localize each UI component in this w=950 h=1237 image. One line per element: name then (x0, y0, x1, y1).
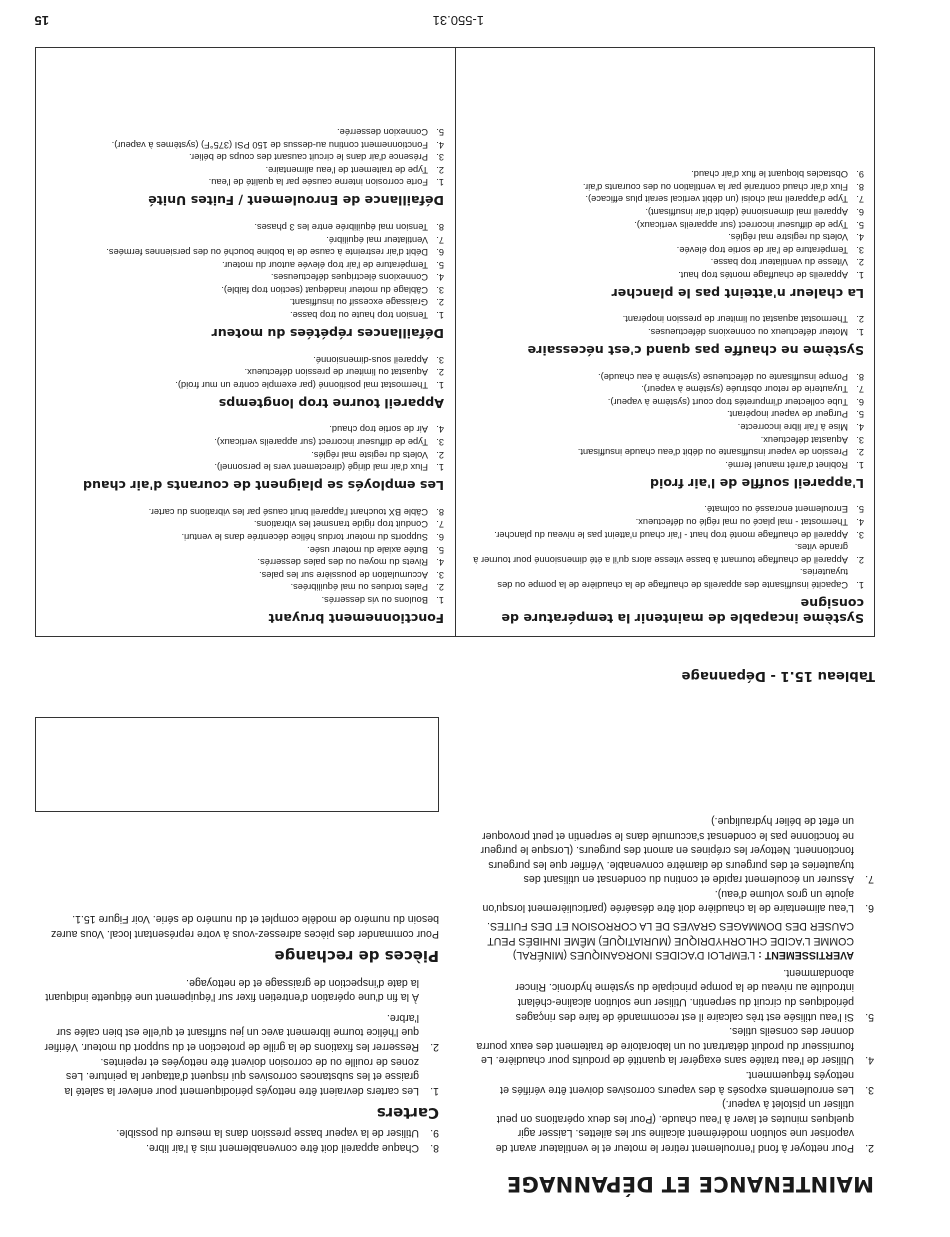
cause-item (44, 518, 444, 531)
item-number: 3. (865, 1083, 874, 1096)
list-item (474, 965, 874, 1023)
right-column (35, 912, 439, 1155)
item-text: Utiliser de l'eau traitée sans exagérer la quantité de produits pour chaudière. Le fournisseur du produit détartrant ou un laboratoire de traitement des eaux pourra donner des conseils utiles. (476, 1025, 854, 1067)
table-section (466, 370, 864, 491)
list-item (474, 1024, 874, 1068)
list-item (474, 1097, 874, 1155)
item-text: Pression de vapeur insuffisante ou débit d'eau chaude insuffisant. (577, 447, 848, 458)
cause-item (466, 268, 864, 281)
maintenance-list-c (35, 1126, 439, 1155)
item-number: 2. (436, 449, 444, 460)
item-text: Tube collecteur d'impuretés trop court (système à vapeur). (607, 396, 848, 407)
item-text: Type de diffuseur incorrect (sur appareils verticaux). (634, 219, 848, 230)
figure-placeholder-box (35, 717, 439, 812)
item-number: 7. (436, 234, 444, 245)
item-text: Aquastat défectueux. (760, 434, 848, 445)
cause-item (44, 271, 444, 284)
item-text: Thermostat mal positionné (par exemple contre un mur froid). (175, 379, 428, 390)
item-text: Robinet d'arrêt manuel fermé. (725, 459, 848, 470)
item-number: 9. (430, 1127, 439, 1140)
doc-number: 1-550.31 (432, 13, 484, 28)
table-section (44, 505, 444, 626)
item-text: Tension trop haute ou trop basse. (290, 310, 428, 321)
item-number: 4. (865, 1054, 874, 1067)
cause-item (44, 505, 444, 518)
cause-item (44, 353, 444, 366)
item-number: 7. (856, 384, 864, 395)
item-text: L'eau alimentaire de la chaudière doit être désaérée (particulièrement lorsqu'on ajoute un gros volume d'eau). (482, 887, 854, 915)
item-text: Thermostat aquastat ou limiteur de pression inopérant. (622, 314, 848, 325)
table-section (44, 220, 444, 341)
item-text: Température de l'air de sortie trop élevée. (676, 244, 848, 255)
cause-item (466, 243, 864, 256)
item-number: 8. (430, 1142, 439, 1154)
cause-item (466, 446, 864, 459)
section-heading: Les employés se plaignent de courants d'air chaud (83, 478, 444, 494)
cause-item (44, 296, 444, 309)
item-number: 2. (430, 1041, 439, 1054)
cause-item (44, 448, 444, 461)
cause-item (466, 395, 864, 408)
item-text: Type de diffuseur incorrect (sur appareils verticaux). (214, 437, 428, 448)
item-number: 2. (856, 314, 864, 325)
cause-item (466, 205, 864, 218)
cause-item (466, 515, 864, 528)
item-number: 5. (436, 126, 444, 137)
item-number: 4. (856, 232, 864, 243)
item-text: Enroulement encrassé ou colmaté. (704, 504, 848, 515)
cause-list (44, 353, 444, 391)
item-text: Présence d'air dans le circuit causant des coups de bélier. (189, 152, 428, 163)
cause-list (44, 423, 444, 473)
carters-heading: Carters (376, 1103, 439, 1122)
item-text: Volets du registre mal réglés. (728, 232, 848, 243)
item-text: Type d'appareil mal choisi (un débit vertical serait plus efficace). (585, 194, 848, 205)
cause-item (44, 151, 444, 164)
cause-list (466, 370, 864, 471)
item-text: Utiliser de la vapeur basse pression dans la mesure du possible. (116, 1127, 419, 1140)
table-section (466, 168, 864, 301)
cause-item (466, 180, 864, 193)
item-number: 3. (436, 354, 444, 365)
item-text: Obstacles bloquant le flux d'air chaud. (691, 169, 848, 180)
item-number: 2. (436, 367, 444, 378)
item-number: 5. (856, 504, 864, 515)
item-number: 3. (856, 244, 864, 255)
cause-item (44, 461, 444, 474)
item-text: Appareil de chauffage monté trop haut - l'air chaud n'atteint pas le niveau du plancher. (494, 529, 848, 540)
cause-item (466, 231, 864, 244)
item-text: Câble BX touchant l'appareil bruit causé par les vibrations du carter. (148, 506, 428, 517)
item-text: Graissage excessif ou insuffisant. (289, 297, 428, 308)
pieces-heading: Pièces de rechange (274, 947, 439, 966)
item-text: Flux d'air chaud contrarié par la ventilation ou des courants d'air. (582, 181, 848, 192)
item-text: Tuyauterie de retour obstruée (système à vapeur). (641, 384, 848, 395)
item-number: 4. (436, 424, 444, 435)
item-text: Les carters devraient être nettoyés périodiquement pour enlever la saleté la graisse et les substances corrosives qui risquent d'attaquer la peinture. Les zones de rouille ou de corrosion doivent être nettoyées et repeintes. (64, 1055, 419, 1097)
item-number: 6. (865, 902, 874, 915)
item-text: Mise à l'air libre incorrecte. (737, 422, 848, 433)
item-text: Câblage du moteur inadéquat (section trop faible). (221, 284, 428, 295)
item-text: Tension mal équilibrée entre les 3 phases. (254, 221, 428, 232)
item-number: 3. (436, 437, 444, 448)
list-item (35, 1126, 439, 1141)
item-number: 8. (856, 371, 864, 382)
table-section (44, 423, 444, 493)
cause-item (44, 283, 444, 296)
item-text: Les enroulements exposés à des vapeurs corrosives doivent être vérifiés et nettoyés fréquemment. (500, 1069, 854, 1096)
item-number: 5. (436, 259, 444, 270)
cause-item (466, 541, 864, 566)
cause-item (466, 408, 864, 421)
item-text: Accumulation de poussière sur les pales. (259, 569, 428, 580)
item-number: 5. (856, 409, 864, 420)
section-heading: L'appareil souffle de l'air froid (650, 475, 864, 491)
cause-item (466, 218, 864, 231)
cause-item (466, 383, 864, 396)
item-text: Thermostat - mal placé ou mal réglé ou défectueux. (635, 517, 848, 528)
cause-list (44, 220, 444, 321)
section-heading: Système incapable de maintenir la température de consigne (501, 596, 864, 626)
cause-item (466, 528, 864, 541)
item-number: 7. (865, 873, 874, 886)
item-number: 7. (436, 519, 444, 530)
item-text: Flux d'air mal dirigé (directement vers le personnel). (214, 462, 428, 473)
cause-item (44, 220, 444, 233)
item-number: 1. (856, 327, 864, 338)
item-text: Pales tordues ou mal équilibrées. (290, 582, 428, 593)
item-number: 8. (436, 221, 444, 232)
item-number: 1. (436, 310, 444, 321)
item-text: Boulons ou vis desserrés. (321, 595, 428, 605)
cause-item (44, 593, 444, 606)
table-divider (455, 48, 456, 636)
table-section (44, 125, 444, 208)
cause-list (466, 313, 864, 338)
table-column-left (466, 156, 864, 626)
cause-item (44, 378, 444, 391)
troubleshooting-table (35, 47, 875, 637)
item-text: Pour nettoyer à fond l'enroulement retirer le moteur et le ventilateur avant de vaporiser une solution modérément alcaline sur les ailettes. Laisser agir quelques minutes et laver à l'eau chaude. (Pour les deux opérations on peut utiliser un pistolet à vapeur.) (495, 1098, 854, 1154)
table-section (466, 503, 864, 626)
list-item (35, 1140, 439, 1155)
left-column (474, 813, 874, 1155)
cause-item (466, 433, 864, 446)
item-text: Rivets du moyeu ou des pales desserrés. (257, 557, 428, 568)
item-number: 1. (436, 177, 444, 188)
item-number: 5. (865, 1010, 874, 1023)
item-number: 8. (436, 506, 444, 517)
section-title: MAINTENANCE ET DÉPANNAGE (506, 1172, 874, 1196)
cause-item (44, 233, 444, 246)
item-text: Chaque appareil doit être convenablement mis à l'air libre. (146, 1142, 419, 1154)
cause-item (44, 530, 444, 543)
item-text: Capacité insuffisante des appareils de chauffage de la chaudière de la pompe ou des tuyauteries. (497, 567, 848, 590)
item-text: Forte corrosion interne causée par la qualité de l'eau. (208, 177, 428, 188)
item-text: Type de traitement de l'eau alimentaire. (265, 164, 428, 175)
item-text: Température de l'air trop élevée autour du moteur. (222, 259, 428, 270)
item-text: Connexion desserrée. (337, 126, 428, 137)
cause-item (44, 176, 444, 189)
item-number: 4. (436, 272, 444, 283)
cause-item (44, 543, 444, 556)
table-section (466, 313, 864, 358)
cause-item (44, 556, 444, 569)
item-number: 5. (436, 544, 444, 555)
maintenance-list-a (474, 965, 874, 1155)
item-number: 2. (856, 447, 864, 458)
item-text: Appareil mal dimensionné (débit d'air insuffisant). (645, 206, 848, 217)
section-heading: Système ne chauffe pas quand c'est nécessaire (527, 343, 864, 359)
cause-item (466, 313, 864, 326)
cause-item (44, 366, 444, 379)
cause-item (44, 258, 444, 271)
table-section (44, 353, 444, 411)
section-heading: Fonctionnement bruyant (268, 611, 444, 626)
cause-item (44, 246, 444, 259)
table-caption: Tableau 15.1 - Dépannage (681, 668, 875, 683)
item-number: 1. (436, 462, 444, 473)
cause-item (466, 420, 864, 433)
item-number: 3. (436, 284, 444, 295)
item-text: Appareil sous-dimensionné. (313, 354, 428, 365)
item-text: Purgeur de vapeur inopérant. (727, 409, 848, 420)
item-text: Assurer un écoulement rapide et continu du condensat en utilisant des tuyauteries et des purgeurs de diamètre convenable. Vérifier que les purgeurs fonctionnent. Nettoyer les crépines en amont des purgeurs. (Lorsque le purgeur ne fonctionne pas le condensat s'accumule dans le serpentin et peut provoquer un effet de bélier hydraulique.) (480, 814, 854, 886)
item-number: 8. (856, 181, 864, 192)
cause-item (466, 370, 864, 383)
item-number: 4. (436, 139, 444, 150)
item-number: 6. (856, 396, 864, 407)
maintenance-list-b (474, 813, 874, 915)
cause-item (466, 458, 864, 471)
item-text: Connexions électriques défectueuses. (270, 272, 428, 283)
carters-list (35, 1010, 439, 1098)
list-item (35, 1054, 439, 1098)
item-text: Appareil de chauffage tournant à basse vitesse alors qu'il a été dimensionné pour tourner à grande vites. (473, 542, 848, 565)
item-number: 3. (436, 152, 444, 163)
item-text: Aquastat ou limiteur de pression défectueux. (244, 367, 428, 378)
item-text: Vitesse du ventilateur trop basse. (710, 257, 848, 268)
cause-item (466, 168, 864, 181)
item-text: Butée axiale du moteur usée. (307, 544, 428, 555)
item-number: 2. (436, 164, 444, 175)
item-number: 1. (430, 1084, 439, 1097)
item-number: 7. (856, 194, 864, 205)
cause-item (44, 138, 444, 151)
item-text: Si l'eau utilisée est très calcaire il est recommandé de faire des rinçages périodiques du circuit du serpentin. Utiliser une solution alcaline-chélant introduite au niveau de la pompe principale du système hydronic. Rincer abondamment. (515, 966, 854, 1023)
item-number: 1. (436, 379, 444, 390)
item-text: Resserrer les fixations de la grille de protection et du support du moteur. Vérifier que l'hélice tourne librement avec un jeu suffisant et qu'elle est bien calée sur l'arbre. (44, 1011, 419, 1054)
item-text: Volets du registe mal réglés. (311, 449, 428, 460)
item-text: Moteur défectueux ou connexions défectueuses. (647, 327, 848, 338)
cause-list (44, 505, 444, 606)
cause-list (466, 503, 864, 591)
cause-item (466, 256, 864, 269)
item-number: 1. (856, 459, 864, 470)
warning-text: L'EMPLOI D'ACIDES INORGANIQUES (MINÉRAL) COMME L'ACIDE CHLORHYDRIQUE (MURIATIQUE) MÊME INHIBÉS PEUT CAUSER DES DOMMAGES GRAVES DE LA CORROSION ET DES FUITES. (487, 920, 854, 962)
item-text: Conduit trop rigide transmet les vibrations. (253, 519, 428, 530)
item-number: 9. (856, 169, 864, 180)
page-number: 15 (34, 13, 49, 28)
pieces-text: Pour commander des pièces adressez-vous à votre représentant local. Vous aurez besoin du numéro de modèle complet et du numéro de série. Voir Figure 15.1. (50, 913, 439, 941)
item-number: 2. (856, 257, 864, 268)
item-text: Débit d'air restreinte à cause de la bobine bouché ou des persiennes fermées. (106, 247, 428, 258)
item-number: 1. (856, 269, 864, 280)
item-number: 3. (856, 529, 864, 540)
item-number: 3. (856, 434, 864, 445)
item-number: 4. (436, 557, 444, 568)
item-number: 5. (856, 219, 864, 230)
cause-item (44, 309, 444, 322)
section-heading: Appareil tourne trop longtemps (218, 395, 444, 411)
item-number: 2. (856, 554, 864, 565)
item-text: Supports du moteur tordus hélice décentrée dans le venturi. (181, 532, 428, 543)
item-number: 4. (856, 517, 864, 528)
cause-item (466, 193, 864, 206)
cause-item (44, 568, 444, 581)
section-heading: Défaillances répétées du moteur (211, 326, 444, 342)
cause-item (44, 163, 444, 176)
item-text: Ventilateur mal équilibré. (326, 234, 428, 245)
item-number: 2. (865, 1142, 874, 1154)
item-text: Pompe insuffisante ou défectueuse (système à eau chaude). (598, 371, 848, 382)
carters-note: À la fin d'une opération d'entretien fixer sur l'équipement une étiquette indiquant la date d'inspection de graissage et de nettoyage. (45, 976, 419, 1004)
warning-label: AVERTISSEMENT : (758, 949, 854, 962)
table-column-right (44, 113, 444, 626)
cause-item (466, 503, 864, 516)
cause-item (44, 423, 444, 436)
item-number: 6. (436, 247, 444, 258)
section-heading: La chaleur n'atteint pas le plancher (611, 285, 864, 301)
item-number: 1. (436, 595, 444, 605)
item-text: Fonctionnement continu au-dessus de 150 PSI (375°F) (systèmes à vapeur). (111, 139, 428, 150)
list-item (474, 1067, 874, 1096)
item-text: Appareils de chauffage montés trop haut. (678, 269, 848, 280)
list-item (35, 1010, 439, 1054)
list-item (474, 813, 874, 886)
cause-list (44, 125, 444, 188)
section-heading: Défaillance de Enroulement / Fuites Unité (148, 193, 444, 209)
item-number: 2. (436, 582, 444, 593)
cause-item (466, 326, 864, 339)
cause-item (44, 581, 444, 594)
cause-item (44, 435, 444, 448)
item-number: 6. (436, 532, 444, 543)
item-number: 2. (436, 297, 444, 308)
item-number: 4. (856, 422, 864, 433)
cause-item (466, 566, 864, 591)
item-text: Air de sortie trop chaud. (329, 424, 428, 435)
list-item (474, 886, 874, 915)
item-number: 3. (436, 569, 444, 580)
item-number: 1. (856, 580, 864, 590)
cause-item (44, 125, 444, 138)
cause-list (466, 168, 864, 281)
item-number: 6. (856, 206, 864, 217)
warning-paragraph (474, 919, 854, 963)
